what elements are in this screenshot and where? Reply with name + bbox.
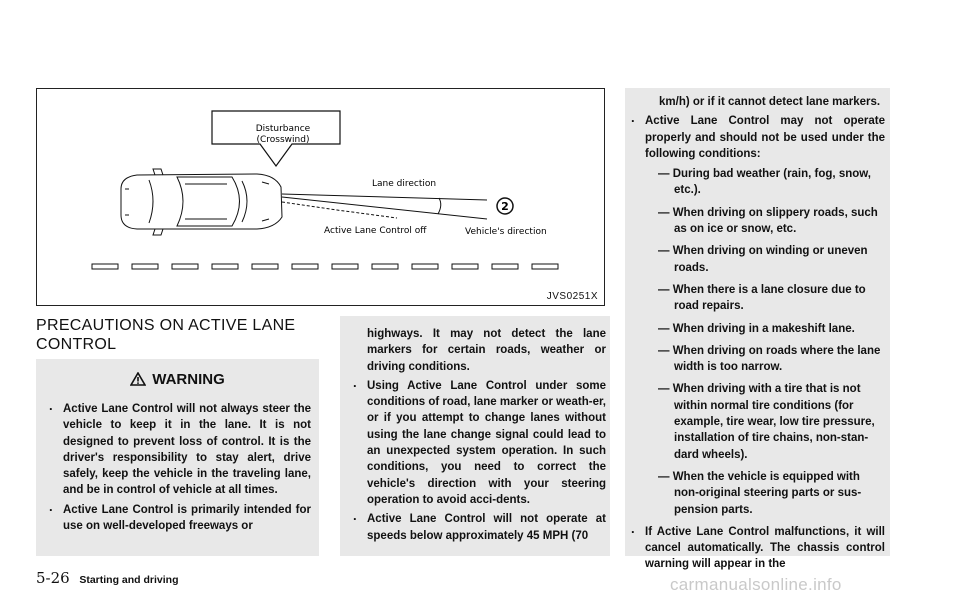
continuation-text: km/h) or if it cannot detect lane markers. xyxy=(659,96,881,108)
lane-markers xyxy=(92,264,558,269)
warning-list xyxy=(49,401,311,537)
warning-heading-text: WARNING xyxy=(152,371,225,388)
alc-off-dashed-line xyxy=(282,202,397,218)
vehicle-direction-line xyxy=(282,197,487,219)
condition-item: — When driving with a tire that is not within normal tire conditions (for example, tire wear, low tire pressure, installation of tire chains, non-stan-dard wheels). xyxy=(658,383,875,461)
warning-heading xyxy=(36,371,319,390)
callout-number: 2 xyxy=(501,200,509,213)
warning-bullet-3: . Using Active Lane Control under some conditions of road, lane marker or weath-er, or if you attempt to change lanes without using the lane change signal could lead to an unexpected system operation. In such conditions, you need to correct the vehicle's direction with your steering operation to avoid acci-dents. xyxy=(353,378,606,508)
warning-bullet-5-text: Active Lane Control may not operate properly and should not be used under the following conditions: xyxy=(645,115,885,160)
warning-box-column-2 xyxy=(340,316,610,556)
figure-id: JVS0251X xyxy=(546,291,598,302)
warning-bullet-1: . Active Lane Control will not always steer the vehicle to keep it in the lane. It is not designed to prevent loss of control. It is the driver's responsibility to stay alert, drive safely, keep the vehicle in the traveling lane, and be in control of vehicle at all times. xyxy=(49,401,311,499)
condition-item: — During bad weather (rain, fog, snow, etc.). xyxy=(658,168,871,197)
warning-box-column-3 xyxy=(625,88,890,571)
watermark: carmanualsonline.info xyxy=(670,575,842,594)
label-crosswind: (Crosswind) xyxy=(256,135,310,145)
warning-bullet-2: . Active Lane Control is primarily intended for use on well-developed freeways or xyxy=(49,502,311,535)
label-vehicle-direction: Vehicle's direction xyxy=(465,227,547,237)
page-number: 5-26 xyxy=(36,569,70,587)
condition-item: — When driving on roads where the lane width is too narrow. xyxy=(658,344,881,374)
conditions-list xyxy=(645,166,885,518)
condition-item: — When driving in a makeshift lane. xyxy=(658,322,855,335)
page-footer xyxy=(36,569,179,587)
condition-item: — When there is a lane closure due to road repairs. xyxy=(658,283,866,313)
section-title: PRECAUTIONS ON ACTIVE LANE CONTROL xyxy=(36,317,296,353)
label-lane-direction: Lane direction xyxy=(372,179,437,189)
condition-item: — When driving on winding or uneven roads. xyxy=(658,245,868,274)
label-disturbance: Disturbance xyxy=(255,124,311,134)
warning-list-column-3 xyxy=(631,94,885,576)
label-alc-off: Active Lane Control off xyxy=(324,226,427,236)
continuation-text: highways. It may not detect the lane markers for certain roads, weather or driving conditions. xyxy=(367,328,606,373)
warning-bullet-6: . If Active Lane Control malfunctions, it will cancel automatically. The chassis control warning will appear in the xyxy=(631,524,885,573)
diagram-svg xyxy=(37,89,606,307)
warning-box xyxy=(36,359,319,556)
figure-lane-control-diagram xyxy=(36,88,605,306)
section-name: Starting and driving xyxy=(79,574,179,586)
warning-triangle-icon xyxy=(130,372,146,390)
angle-arc xyxy=(438,198,441,214)
condition-item: — When driving on slippery roads, such as on ice or snow, etc. xyxy=(658,206,878,236)
warning-bullet-5 xyxy=(631,113,885,518)
lane-direction-line xyxy=(282,194,487,200)
condition-item: — When the vehicle is equipped with non-original steering parts or sus-pension parts. xyxy=(658,470,862,516)
warning-bullet-4: . Active Lane Control will not operate at speeds below approximately 45 MPH (70 xyxy=(353,511,606,544)
car-top-view xyxy=(121,169,282,235)
warning-list-column-2 xyxy=(353,326,606,547)
